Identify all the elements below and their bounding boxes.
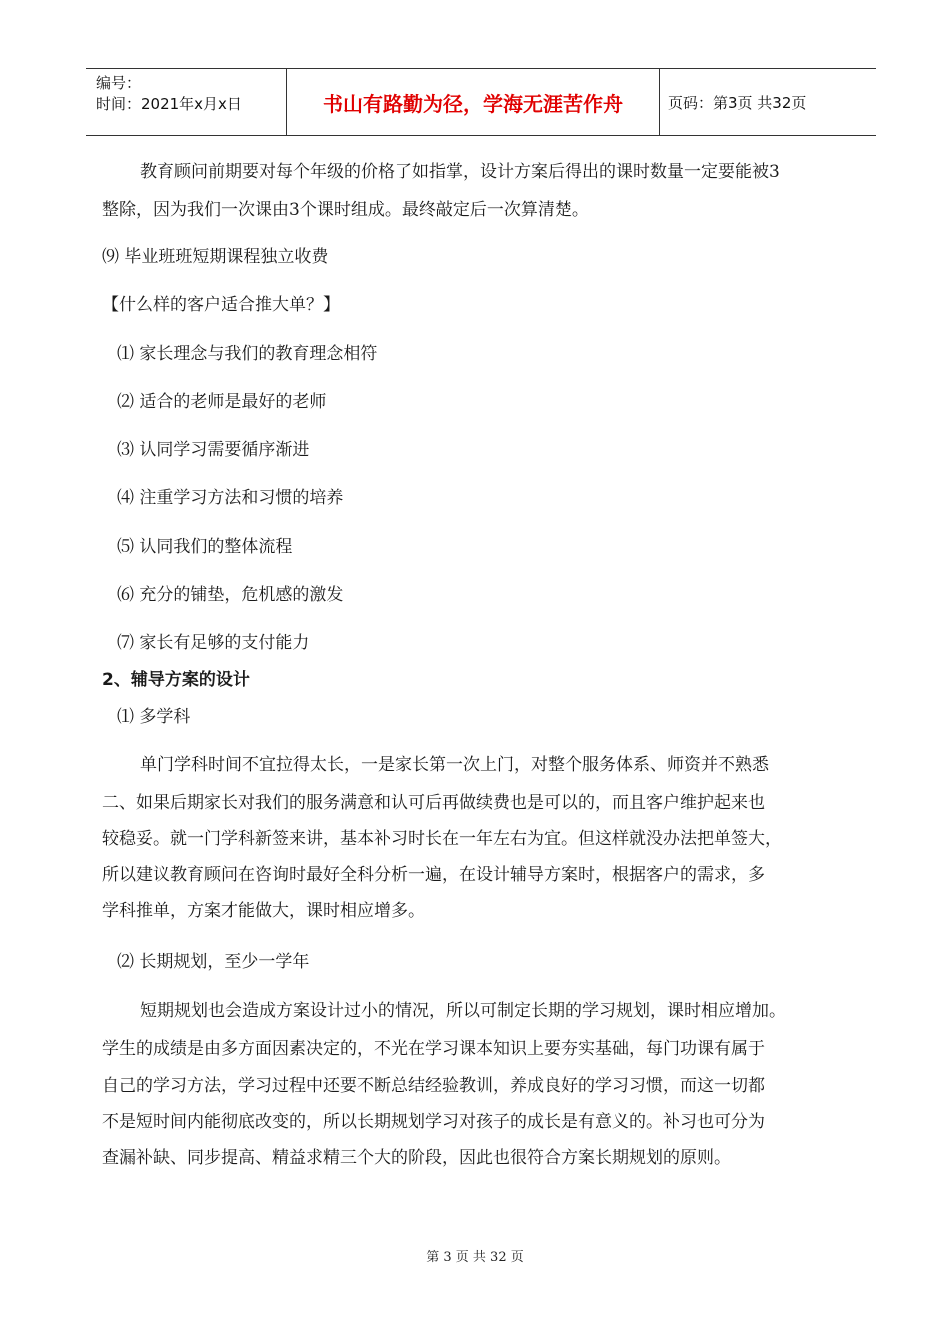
list-item: ⑶ 认同学习需要循序渐进 [117, 440, 310, 460]
paragraph-line: 短期规划也会造成方案设计过小的情况，所以可制定长期的学习规划，课时相应增加。 [140, 1001, 786, 1021]
paragraph-line: 不是短时间内能彻底改变的，所以长期规划学习对孩子的成长是有意义的。补习也可分为 [102, 1112, 765, 1132]
section-question: 【什么样的客户适合推大单？】 [102, 295, 340, 315]
paragraph-line: 所以建议教育顾问在咨询时最好全科分析一遍，在设计辅导方案时，根据客户的需求，多 [102, 865, 765, 885]
paragraph-line: 自己的学习方法，学习过程中还要不断总结经验教训，养成良好的学习习惯，而这一切都 [102, 1076, 765, 1096]
list-item: ⑵ 长期规划，至少一学年 [117, 952, 310, 972]
list-item: ⑵ 适合的老师是最好的老师 [117, 392, 327, 412]
list-item: ⑺ 家长有足够的支付能力 [117, 633, 310, 653]
paragraph-line: 查漏补缺、同步提高、精益求精三个大的阶段，因此也很符合方案长期规划的原则。 [102, 1148, 731, 1168]
header-info-cell [86, 69, 287, 135]
paragraph-line: 教育顾问前期要对每个年级的价格了如指掌，设计方案后得出的课时数量一定要能被3 [140, 162, 780, 182]
list-item: ⑼ 毕业班班短期课程独立收费 [102, 247, 329, 267]
paragraph-line: 学生的成绩是由多方面因素决定的，不光在学习课本知识上要夯实基础，每门功课有属于 [102, 1039, 765, 1059]
list-item: ⑴ 多学科 [117, 707, 191, 727]
page-header [86, 68, 876, 136]
list-item: ⑸ 认同我们的整体流程 [117, 537, 293, 557]
paragraph-line: 二、如果后期家长对我们的服务满意和认可后再做续费也是可以的，而且客户维护起来也 [102, 793, 765, 813]
number-label: 编号： [96, 74, 142, 92]
list-item: ⑷ 注重学习方法和习惯的培养 [117, 488, 344, 508]
section-heading: 2、辅导方案的设计 [102, 670, 250, 690]
paragraph-line: 单门学科时间不宜拉得太长，一是家长第一次上门，对整个服务体系、师资并不熟悉 [140, 755, 769, 775]
header-motto: 书山有路勤为径，学海无涯苦作舟 [287, 69, 660, 135]
page-footer: 第 3 页 共 32 页 [426, 1250, 524, 1265]
header-page-label: 页码：第3页 共32页 [668, 93, 807, 112]
paragraph-line: 学科推单，方案才能做大，课时相应增多。 [102, 901, 425, 921]
time-label: 时间：2021年x月x日 [96, 95, 242, 113]
list-item: ⑴ 家长理念与我们的教育理念相符 [117, 344, 378, 364]
paragraph-line: 较稳妥。就一门学科新签来讲，基本补习时长在一年左右为宜。但这样就没办法把单签大， [102, 829, 782, 849]
paragraph-line: 整除，因为我们一次课由3个课时组成。最终敲定后一次算清楚。 [102, 200, 589, 220]
list-item: ⑹ 充分的铺垫，危机感的激发 [117, 585, 344, 605]
